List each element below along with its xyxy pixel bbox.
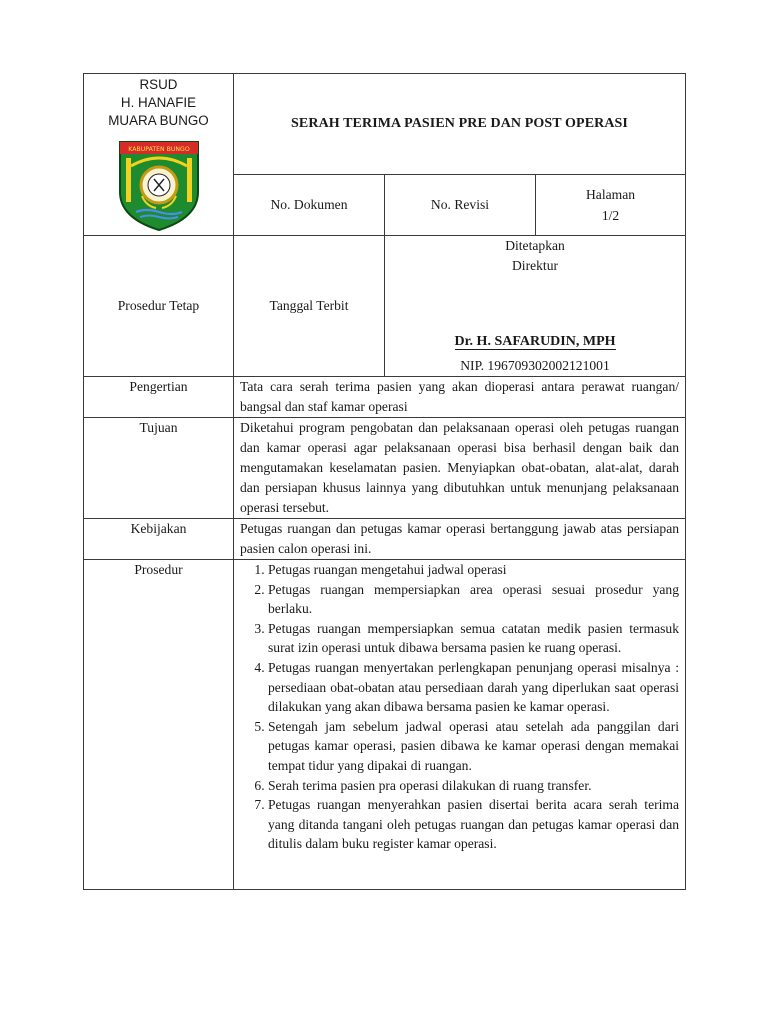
signer-name: Dr. H. SAFARUDIN, MPH [454,334,616,349]
no-revisi-label: No. Revisi [385,175,536,236]
regency-logo [116,136,202,232]
pengertian-text: Tata cara serah terima pasien yang akan dioperasi antara perawat ruangan/ bangsal dan staf kamar operasi [234,377,686,418]
document-title: SERAH TERIMA PASIEN PRE DAN POST OPERASI [234,74,686,175]
prosedur-step: 4. Petugas ruangan menyertakan perlengkapan penunjang operasi misalnya : persediaan obat-obatan atau persediaan darah yang diperlukan saat operasi dilakukan yang akan dibawa bersama pasien ke kamar operasi. [268,658,679,717]
prosedur-step: 5. Setengah jam sebelum jadwal operasi atau setelah ada panggilan dari petugas kamar operasi, pasien dibawa ke kamar operasi dengan memakai tempat tidur yang dipakai di ruangan. [268,717,679,776]
direktur-label: Direktur [511,258,559,273]
kebijakan-text: Petugas ruangan dan petugas kamar operasi bertanggung jawab atas persiapan pasien calon operasi ini. [234,519,686,560]
hospital-name-line1: RSUD [139,77,178,92]
prosedur-step: 7. Petugas ruangan menyerahkan pasien disertai berita acara serah terima yang ditanda tangani oleh petugas ruangan dan petugas kamar operasi dan ditulis dalam buku register kamar operasi. [268,795,679,854]
halaman-cell [536,175,686,236]
hospital-cell [84,74,234,236]
prosedur-steps-list [234,560,685,854]
approval-cell [385,236,686,377]
prosedur-label: Prosedur [84,560,234,890]
prosedur-step: 3. Petugas ruangan mempersiapkan semua catatan medik pasien termasuk surat izin operasi untuk dibawa bersama pasien ke ruang operasi. [268,619,679,658]
halaman-label: Halaman [585,187,636,202]
hospital-name-line3: MUARA BUNGO [108,113,209,128]
prosedur-step: 6. Serah terima pasien pra operasi dilakukan di ruang transfer. [268,776,679,796]
sop-table [83,73,686,890]
prosedur-step: 2. Petugas ruangan mempersiapkan area operasi sesuai prosedur yang berlaku. [268,580,679,619]
tanggal-terbit-label: Tanggal Terbit [234,236,385,377]
prosedur-cell [234,560,686,890]
prosedur-step: 1. Petugas ruangan mengetahui jadwal operasi [268,560,679,580]
signer-nip: NIP. 196709302002121001 [460,358,610,373]
logo-caption: KABUPATEN BUNGO [127,146,190,153]
halaman-value: 1/2 [601,208,620,223]
ditetapkan-label: Ditetapkan [505,238,565,253]
no-dokumen-label: No. Dokumen [234,175,385,236]
tujuan-text: Diketahui program pengobatan dan pelaksanaan operasi oleh petugas ruangan dan kamar operasi agar pelaksanaan operasi bisa berhasil dengan baik dan mengutamakan keselamatan pasien. Menyiapkan obat-obatan, alat-alat, darah dan persiapan khusus lainnya yang dibutuhkan untuk menunjang pelaksanaan operasi tersebut. [234,418,686,519]
kebijakan-label: Kebijakan [84,519,234,560]
hospital-name-line2: H. HANAFIE [120,95,197,110]
tujuan-label: Tujuan [84,418,234,519]
pengertian-label: Pengertian [84,377,234,418]
prosedur-tetap-label: Prosedur Tetap [84,236,234,377]
